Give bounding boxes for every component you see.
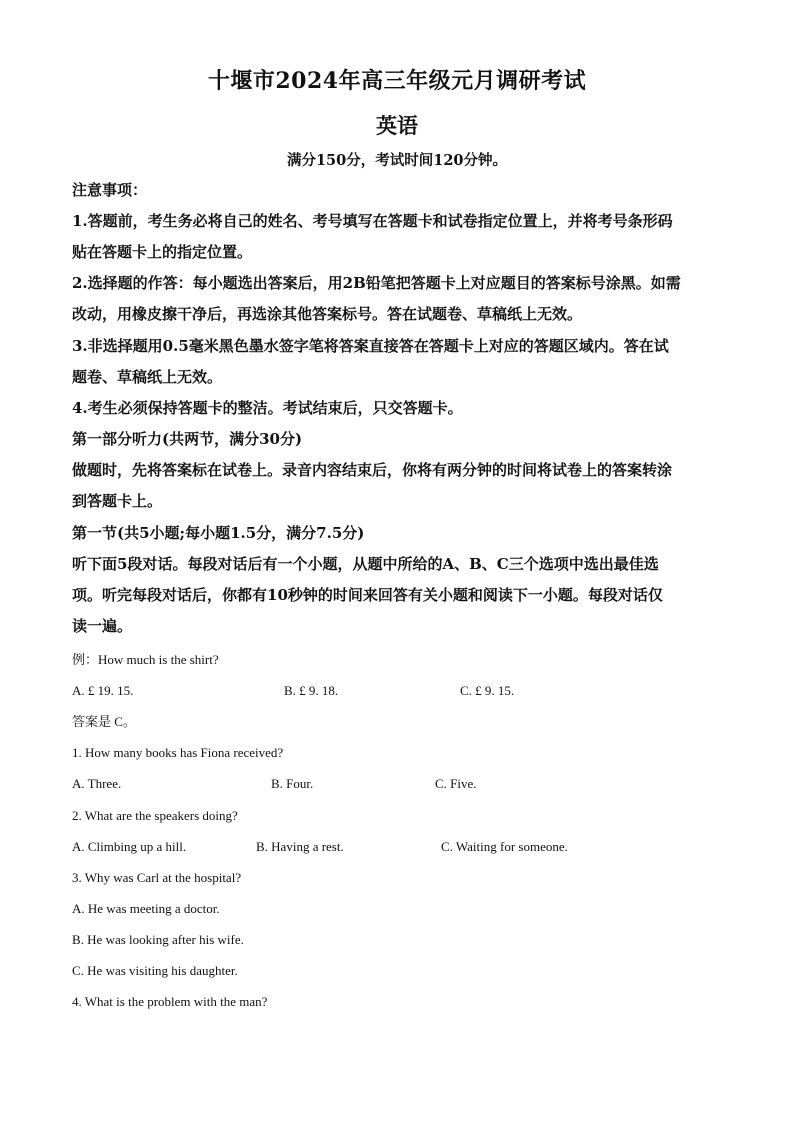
question-1-option-b: B. Four. xyxy=(271,776,314,791)
notice-item-2-line-2: 改动，用橡皮擦干净后，再选涂其他答案标号。答在试题卷、草稿纸上无效。 xyxy=(72,305,583,323)
question-4: 4. What is the problem with the man? xyxy=(72,994,268,1009)
example-option-c: C. £ 9. 15. xyxy=(460,683,515,698)
exam-title: 十堰市2024年高三年级元月调研考试 xyxy=(207,68,587,94)
subject-heading: 英语 xyxy=(376,113,418,138)
example-option-a: A. £ 19. 15. xyxy=(72,683,134,698)
section1-instruction-line-2: 项。听完每段对话后，你都有10秒钟的时间来回答有关小题和阅读下一小题。每段对话仅 xyxy=(72,586,663,604)
part1-heading: 第一部分听力(共两节，满分30分) xyxy=(72,430,303,448)
section1-instruction-line-3: 读一遍。 xyxy=(72,617,133,635)
notice-item-3-line-2: 题卷、草稿纸上无效。 xyxy=(72,368,223,386)
part1-instruction-line-1: 做题时，先将答案标在试卷上。录音内容结束后，你将有两分钟的时间将试卷上的答案转涂 xyxy=(72,461,673,479)
question-1: 1. How many books has Fiona received? xyxy=(72,745,284,760)
example-question: 例：How much is the shirt? xyxy=(72,652,219,667)
question-2-option-a: A. Climbing up a hill. xyxy=(72,839,187,854)
question-3-option-b: B. He was looking after his wife. xyxy=(72,932,244,947)
question-1-option-c: C. Five. xyxy=(435,776,477,791)
section1-heading: 第一节(共5小题;每小题1.5分，满分7.5分) xyxy=(72,524,365,542)
part1-instruction-line-2: 到答题卡上。 xyxy=(72,492,163,510)
question-1-option-a: A. Three. xyxy=(72,776,122,791)
notice-item-2-line-1: 2.选择题的作答：每小题选出答案后，用2B铅笔把答题卡上对应题目的答案标号涂黑。如需 xyxy=(72,274,681,292)
example-answer: 答案是 C。 xyxy=(72,714,136,729)
example-option-b: B. £ 9. 18. xyxy=(284,683,339,698)
notice-item-4: 4.考生必须保持答题卡的整洁。考试结束后，只交答题卡。 xyxy=(72,399,463,417)
question-2-option-c: C. Waiting for someone. xyxy=(441,839,568,854)
question-3-option-c: C. He was visiting his daughter. xyxy=(72,963,238,978)
notice-item-3-line-1: 3.非选择题用0.5毫米黑色墨水签字笔将答案直接答在答题卡上对应的答题区域内。答在试 xyxy=(72,337,669,355)
notice-heading: 注意事项： xyxy=(72,181,148,199)
question-2-option-b: B. Having a rest. xyxy=(256,839,344,854)
notice-item-1-line-1: 1.答题前，考生务必将自己的姓名、考号填写在答题卡和试卷指定位置上，并将考号条形码 xyxy=(72,212,673,230)
section1-instruction-line-1: 听下面5段对话。每段对话后有一个小题，从题中所给的A、B、C三个选项中选出最佳选 xyxy=(72,555,659,573)
question-3-option-a: A. He was meeting a doctor. xyxy=(72,901,220,916)
question-3: 3. Why was Carl at the hospital? xyxy=(72,870,242,885)
question-2: 2. What are the speakers doing? xyxy=(72,808,238,823)
notice-item-1-line-2: 贴在答题卡上的指定位置。 xyxy=(72,243,253,261)
score-time-line: 满分150分，考试时间120分钟。 xyxy=(286,152,508,169)
